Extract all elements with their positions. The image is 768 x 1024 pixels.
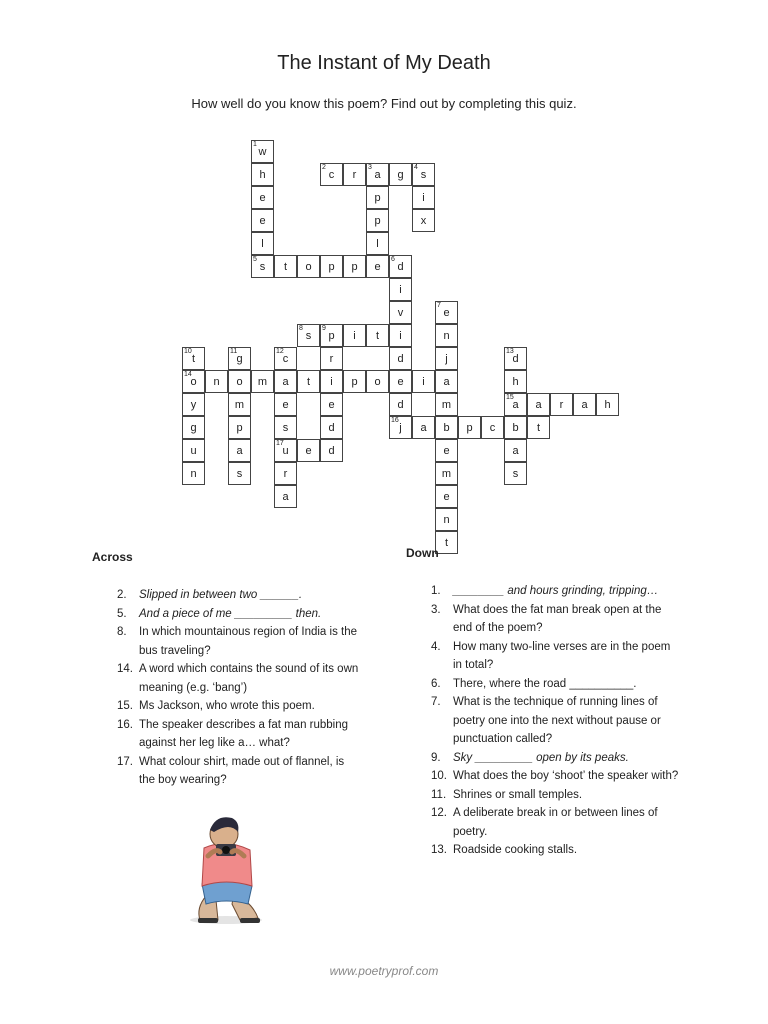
clue-text: And a piece of me _________ then. — [139, 607, 322, 620]
crossword-letter: i — [422, 376, 425, 388]
crossword-letter: h — [512, 376, 519, 388]
crossword-cell — [274, 393, 297, 416]
crossword-letter: i — [399, 330, 402, 342]
crossword-clue-number: 9 — [322, 325, 326, 332]
crossword-letter: r — [352, 169, 357, 181]
crossword-cell — [320, 324, 343, 347]
clue-number: 15. — [117, 700, 133, 712]
crossword-cell — [228, 462, 251, 485]
crossword-cell — [504, 416, 527, 439]
crossword-clue-number: 6 — [391, 256, 395, 263]
crossword-cell — [366, 324, 389, 347]
clue-text: What does the boy ‘shoot’ the speaker with? — [453, 770, 679, 782]
crossword-cell — [274, 347, 297, 370]
clue-text: The speaker describes a fat man rubbing against her leg like a… what? — [139, 718, 349, 749]
crossword-letter: n — [190, 468, 197, 480]
clue-number: 14. — [117, 663, 133, 675]
clue-number: 4. — [431, 640, 441, 653]
crossword-cell — [251, 370, 274, 393]
crossword-letter: e — [259, 215, 266, 227]
crossword-letter: s — [420, 169, 427, 181]
crossword-cell — [297, 324, 320, 347]
crossword-cell — [274, 255, 297, 278]
clue-text: Sky _________ open by its peaks. — [453, 751, 629, 764]
crossword-letter: e — [443, 445, 450, 457]
down-clue — [431, 693, 681, 749]
crossword-clue-number: 14 — [184, 371, 192, 378]
crossword-cell — [435, 301, 458, 324]
crossword-clue-number: 10 — [184, 348, 192, 355]
crossword-letter: g — [190, 422, 197, 434]
down-clue — [431, 804, 681, 841]
crossword-cell — [389, 255, 412, 278]
crossword-cell — [389, 416, 412, 439]
crossword-cell — [251, 255, 274, 278]
crossword-letter: m — [441, 399, 452, 411]
crossword-letter: x — [420, 215, 427, 227]
clue-text: Slipped in between two ______. — [139, 589, 303, 601]
crossword-letter: l — [376, 238, 379, 250]
crossword-cell — [320, 393, 343, 416]
crossword-cell — [435, 347, 458, 370]
clue-text: ________ and hours grinding, tripping… — [453, 585, 659, 597]
crossword-letter: l — [261, 238, 264, 250]
crossword-cell — [435, 370, 458, 393]
clue-number: 6. — [431, 677, 441, 690]
crossword-cell — [251, 186, 274, 209]
crossword-clue-number: 15 — [506, 394, 514, 401]
down-clue — [431, 582, 681, 601]
crossword-letter: a — [420, 422, 427, 434]
crossword-clue-number: 5 — [253, 256, 257, 263]
crossword-letter: d — [397, 261, 404, 273]
crossword-cell — [412, 163, 435, 186]
crossword-letter: c — [328, 169, 335, 181]
clue-text: In which mountainous region of India is the bus traveling? — [139, 626, 357, 657]
crossword-letter: r — [329, 353, 334, 365]
across-clue-list — [117, 586, 362, 790]
clue-text: What does the fat man break open at the end of the poem? — [453, 603, 662, 634]
clue-number: 3. — [431, 603, 441, 616]
crossword-letter: v — [397, 307, 404, 319]
clue-text: A deliberate break in or between lines of poetry. — [453, 807, 658, 838]
crossword-letter: h — [604, 399, 611, 411]
crossword-cell — [228, 416, 251, 439]
crossword-letter: n — [213, 376, 220, 388]
crossword-letter: d — [512, 353, 519, 365]
crossword-cell — [504, 347, 527, 370]
crossword-cell — [343, 324, 366, 347]
crossword-cell — [182, 416, 205, 439]
crossword-cell — [389, 301, 412, 324]
footer-website: www.poetryprof.com — [329, 964, 439, 978]
crossword-cell — [205, 370, 228, 393]
crossword-letter: e — [374, 261, 381, 273]
crossword-letter: s — [305, 330, 312, 342]
crossword-cell — [504, 439, 527, 462]
crossword-cell — [297, 255, 320, 278]
crossword-letter: m — [257, 376, 268, 388]
crossword-cell — [320, 255, 343, 278]
crossword-clue-number: 2 — [322, 164, 326, 171]
crossword-clue-number: 1 — [253, 141, 257, 148]
clue-number: 7. — [431, 696, 441, 708]
crossword-cell — [435, 439, 458, 462]
crossword-cell — [251, 232, 274, 255]
crossword-clue-number: 13 — [506, 348, 514, 355]
crossword-cell — [228, 393, 251, 416]
page-title: The Instant of My Death — [277, 52, 491, 74]
crossword-letter: t — [536, 422, 541, 434]
crossword-letter: c — [282, 353, 289, 365]
crossword-letter: u — [282, 445, 289, 457]
crossword-letter: m — [441, 468, 452, 480]
crossword-cell — [366, 163, 389, 186]
crossword-letter: d — [397, 399, 404, 411]
crossword-letter: b — [512, 422, 519, 434]
crossword-clue-number: 16 — [391, 417, 399, 424]
crossword-letter: a — [443, 376, 450, 388]
crossword-cell — [182, 462, 205, 485]
crossword-letter: p — [466, 422, 473, 434]
clue-text: Ms Jackson, who wrote this poem. — [139, 700, 315, 712]
crossword-cell — [320, 347, 343, 370]
crossword-cell — [389, 324, 412, 347]
crossword-cell — [297, 370, 320, 393]
crossword-letter: p — [328, 330, 335, 342]
down-clue — [431, 786, 681, 805]
crossword-letter: w — [258, 146, 267, 158]
crossword-letter: t — [191, 353, 196, 365]
crossword-letter: p — [236, 422, 243, 434]
crossword-letter: t — [444, 537, 449, 549]
down-clue-list — [431, 582, 681, 860]
crossword-cell — [504, 370, 527, 393]
crossword-cell — [412, 416, 435, 439]
crossword-cell — [182, 439, 205, 462]
crossword-letter: a — [374, 169, 381, 181]
crossword-clue-number: 11 — [230, 348, 238, 355]
crossword-letter: s — [512, 468, 519, 480]
clue-number: 10. — [431, 770, 447, 782]
crossword-letter: a — [282, 376, 289, 388]
clue-number: 12. — [431, 807, 447, 819]
crossword-cell — [504, 393, 527, 416]
crossword-letter: g — [397, 169, 404, 181]
across-clue — [117, 753, 362, 790]
crossword-letter: e — [443, 307, 450, 319]
crossword-letter: b — [443, 422, 450, 434]
clue-text: A word which contains the sound of its own meaning (e.g. ‘bang’) — [139, 663, 359, 694]
crossword-cell — [481, 416, 504, 439]
crossword-letter: n — [443, 514, 450, 526]
crossword-cell — [366, 232, 389, 255]
crossword-cell — [412, 370, 435, 393]
crossword-letter: i — [330, 376, 333, 388]
crossword-letter: s — [259, 261, 266, 273]
crossword-letter: e — [282, 399, 289, 411]
crossword-letter: a — [512, 399, 519, 411]
crossword-cell — [435, 393, 458, 416]
crossword-cell — [366, 255, 389, 278]
down-clue — [431, 675, 681, 694]
crossword-cell — [435, 416, 458, 439]
crossword-letter: a — [535, 399, 542, 411]
crossword-letter: o — [305, 261, 312, 273]
crossword-cell — [251, 209, 274, 232]
down-clue — [431, 601, 681, 638]
crossword-cell — [182, 393, 205, 416]
crossword-letter: y — [190, 399, 197, 411]
crossword-cell — [573, 393, 596, 416]
crossword-letter: c — [489, 422, 496, 434]
clue-number: 11. — [431, 788, 447, 801]
down-clue — [431, 638, 681, 675]
crossword-letter: r — [559, 399, 564, 411]
across-clue — [117, 697, 362, 716]
crossword-letter: o — [236, 376, 243, 388]
crossword-cell — [389, 370, 412, 393]
crossword-letter: s — [236, 468, 243, 480]
clue-number: 9. — [431, 751, 441, 764]
clue-number: 8. — [117, 626, 127, 638]
crossword-cell — [435, 462, 458, 485]
crossword-cell — [251, 163, 274, 186]
crossword-letter: e — [305, 445, 312, 457]
page-subtitle: How well do you know this poem? Find out by completing this quiz. — [191, 96, 577, 111]
crossword-cell — [343, 163, 366, 186]
crossword-cell — [435, 485, 458, 508]
crossword-letter: n — [443, 330, 450, 342]
across-clue — [117, 716, 362, 753]
clue-text: Shrines or small temples. — [453, 788, 583, 801]
crossword-cell — [366, 186, 389, 209]
crossword-clue-number: 12 — [276, 348, 284, 355]
crossword-letter: m — [234, 399, 245, 411]
crossword-letter: u — [190, 445, 197, 457]
crossword-letter: a — [581, 399, 588, 411]
crossword-clue-number: 7 — [437, 302, 441, 309]
crossword-cell — [435, 508, 458, 531]
clue-text: How many two-line verses are in the poem in total? — [453, 640, 671, 671]
across-clue — [117, 605, 362, 624]
crossword-letter: g — [236, 353, 243, 365]
crossword-letter: j — [445, 353, 448, 365]
crossword-cell — [228, 347, 251, 370]
crossword-letter: h — [259, 169, 266, 181]
crossword-cell — [297, 439, 320, 462]
across-heading: Across — [92, 550, 133, 564]
crossword-cell — [550, 393, 573, 416]
crossword-letter: o — [374, 376, 381, 388]
clue-number: 17. — [117, 755, 133, 768]
clue-number: 5. — [117, 607, 127, 620]
crossword-letter: t — [283, 261, 288, 273]
crossword-letter: j — [399, 422, 402, 434]
boy-with-toy-gun-illustration — [186, 808, 266, 924]
crossword-letter: e — [443, 491, 450, 503]
crossword-cell — [251, 140, 274, 163]
clue-number: 16. — [117, 718, 133, 731]
crossword-letter: p — [374, 192, 381, 204]
crossword-letter: t — [306, 376, 311, 388]
crossword-clue-number: 8 — [299, 325, 303, 332]
crossword-cell — [274, 462, 297, 485]
crossword-cell — [458, 416, 481, 439]
crossword-letter: e — [397, 376, 404, 388]
crossword-cell — [228, 370, 251, 393]
crossword-cell — [274, 370, 297, 393]
crossword-letter: p — [328, 261, 335, 273]
crossword-cell — [228, 439, 251, 462]
crossword-clue-number: 17 — [276, 440, 284, 447]
crossword-cell — [412, 186, 435, 209]
crossword-letter: i — [399, 284, 402, 296]
crossword-letter: i — [353, 330, 356, 342]
across-clue — [117, 660, 362, 697]
crossword-letter: i — [422, 192, 425, 204]
across-clue — [117, 623, 362, 660]
crossword-cell — [389, 393, 412, 416]
crossword-cell — [412, 209, 435, 232]
crossword-letter: p — [351, 376, 358, 388]
crossword-letter: e — [328, 399, 335, 411]
crossword-cell — [182, 347, 205, 370]
crossword-cell — [274, 439, 297, 462]
crossword-letter: a — [282, 491, 289, 503]
crossword-cell — [596, 393, 619, 416]
crossword-letter: p — [351, 261, 358, 273]
crossword-cell — [366, 370, 389, 393]
crossword-letter: d — [328, 445, 335, 457]
crossword-letter: a — [512, 445, 519, 457]
clue-number: 13. — [431, 844, 447, 856]
crossword-cell — [504, 462, 527, 485]
crossword-cell — [435, 324, 458, 347]
down-clue — [431, 749, 681, 768]
clue-text: What colour shirt, made out of flannel, is the boy wearing? — [139, 755, 345, 786]
crossword-cell — [182, 370, 205, 393]
clue-number: 1. — [431, 585, 441, 597]
crossword-cell — [527, 393, 550, 416]
clue-text: Roadside cooking stalls. — [453, 844, 578, 856]
crossword-cell — [274, 416, 297, 439]
crossword-letter: t — [375, 330, 380, 342]
down-clue — [431, 841, 681, 860]
crossword-letter: d — [397, 353, 404, 365]
crossword-letter: e — [259, 192, 266, 204]
crossword-cell — [343, 370, 366, 393]
clue-text: There, where the road __________. — [453, 677, 637, 690]
crossword-letter: p — [374, 215, 381, 227]
crossword-clue-number: 3 — [368, 164, 372, 171]
crossword-cell — [389, 163, 412, 186]
crossword-letter: r — [283, 468, 288, 480]
down-heading: Down — [406, 546, 439, 560]
crossword-cell — [320, 439, 343, 462]
crossword-cell — [389, 347, 412, 370]
crossword-cell — [320, 370, 343, 393]
crossword-cell — [320, 416, 343, 439]
crossword-cell — [343, 255, 366, 278]
crossword-cell — [527, 416, 550, 439]
crossword-letter: s — [282, 422, 289, 434]
crossword-letter: o — [190, 376, 197, 388]
crossword-cell — [389, 278, 412, 301]
crossword-cell — [366, 209, 389, 232]
clue-number: 2. — [117, 589, 127, 601]
across-clue — [117, 586, 362, 605]
clue-text: What is the technique of running lines of poetry one into the next without pause or punctuation called? — [453, 696, 661, 745]
crossword-letter: d — [328, 422, 335, 434]
crossword-clue-number: 4 — [414, 164, 418, 171]
crossword-cell — [274, 485, 297, 508]
crossword-cell — [320, 163, 343, 186]
down-clue — [431, 767, 681, 786]
crossword-letter: a — [236, 445, 243, 457]
